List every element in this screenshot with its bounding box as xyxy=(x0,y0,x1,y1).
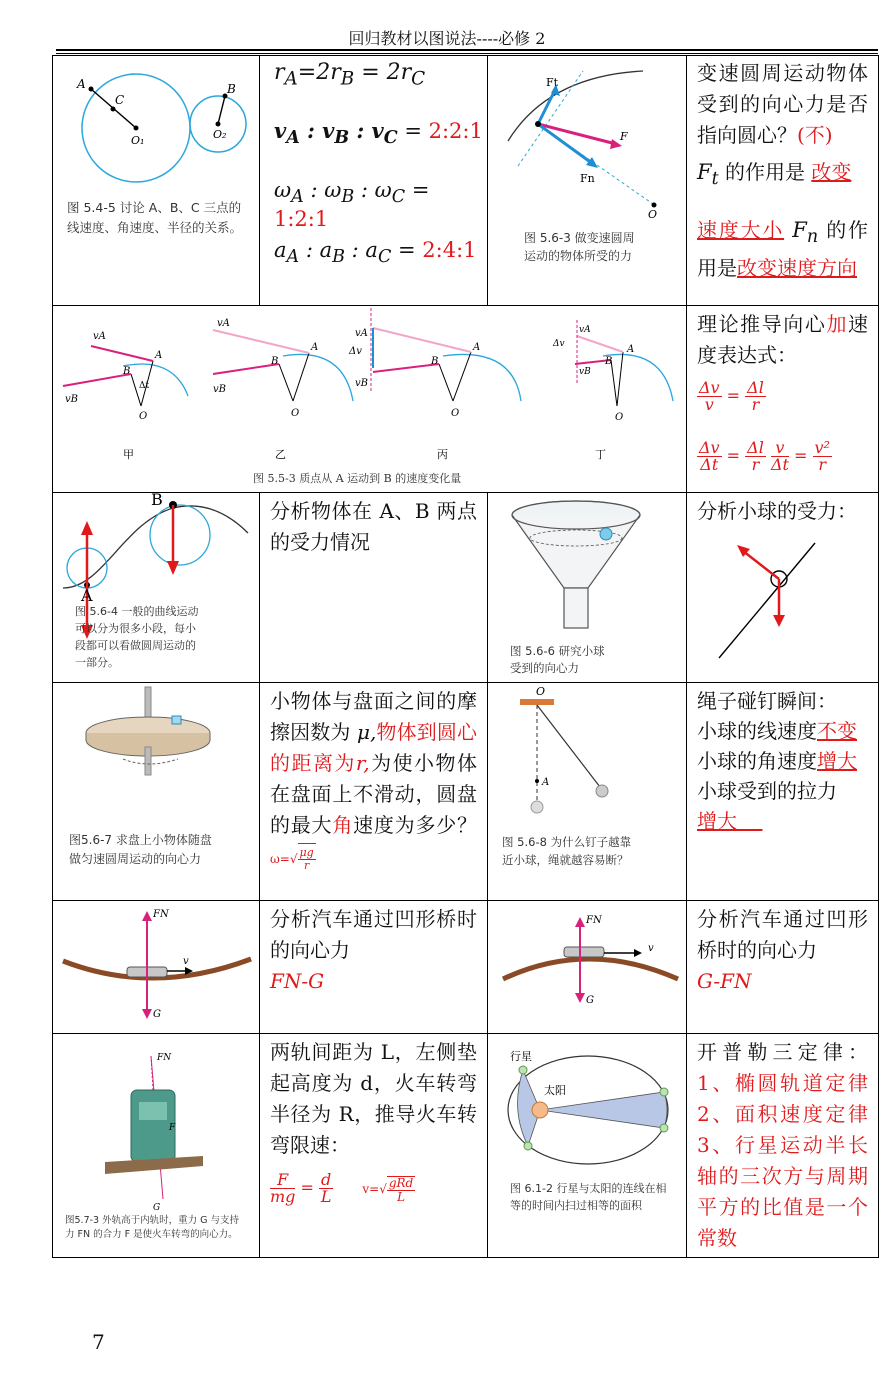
ball-force-cell xyxy=(687,493,879,683)
rope-title: 绳子碰钉瞬间： xyxy=(697,689,837,713)
question-cell: 变速圆周运动物体受到的向心力是否指向圆心？(不) $F_t$ 的作用是 改变 速度大小 $F_n$ 的作用是改变速度方向 xyxy=(687,56,879,306)
caption-line: 做匀速圆周运动的向心力 xyxy=(69,852,202,866)
ball-force-text: 分析小球的受力： xyxy=(697,499,857,523)
train-formula: $\frac{F}{mg}$ = $\frac{d}{L}$ v=√ $\frac{\text{gRd}}{L}$ xyxy=(270,1170,414,1206)
ft-answer-a: 改变 xyxy=(811,160,852,184)
label-va: vA xyxy=(579,325,591,335)
fig-pendulum-cell xyxy=(488,683,687,901)
circles-figure xyxy=(53,56,260,306)
figure-caption: 图 5.5-3 质点从 A 运动到 B 的速度变化量 xyxy=(253,472,462,485)
disk-text-c: 速度为多少？ xyxy=(353,813,478,837)
header-rule-thin xyxy=(56,53,878,54)
label-a: A xyxy=(311,342,319,353)
label-b: B xyxy=(227,82,236,96)
caption-line: 线速度、角速度、半径的关系。 xyxy=(67,220,243,235)
fig-circles-cell xyxy=(53,56,260,306)
table-row xyxy=(53,493,879,683)
concave-question: 分析汽车通过凹形桥时的向心力 xyxy=(270,907,477,962)
disk-answer: ω=√ $\frac{\mu g}{r}$ xyxy=(270,852,316,866)
label-ft: Ft xyxy=(546,76,559,89)
convex-bridge-figure xyxy=(488,901,687,1034)
panel-label: 甲 xyxy=(123,448,134,461)
label-g: G xyxy=(153,1203,161,1213)
label-vb: vB xyxy=(213,384,226,395)
caption-line: 图 6.1-2 行星与太阳的连线在相 xyxy=(510,1182,667,1195)
label-dv: Δv xyxy=(553,339,565,349)
table-row xyxy=(53,1034,879,1258)
label-o: O xyxy=(536,685,546,698)
page-number: 7 xyxy=(92,1330,105,1354)
label-va: vA xyxy=(93,331,106,342)
label-sun: 太阳 xyxy=(544,1084,566,1097)
label-vb: vB xyxy=(355,378,368,389)
disk-red1: 物体到圆心的距离为 xyxy=(270,720,478,775)
eq-velocity: $v_A$ : $v_B$ : $v_C$ = 2:2:1 xyxy=(274,118,483,149)
ft-answer-b: 速度大小 xyxy=(697,218,785,243)
label-planet: 行星 xyxy=(510,1050,532,1063)
eq-omega: $\omega_A$ : $\omega_B$ : $\omega_C$ = 1:2:1 xyxy=(274,178,430,232)
formula-1: $\frac{\Delta v}{v}$ = $\frac{\Delta l}{r}$ xyxy=(699,378,764,414)
table-row xyxy=(53,56,879,306)
label-o: O xyxy=(291,408,300,419)
f1-rnum: d xyxy=(321,1170,332,1189)
label-dv: Δv xyxy=(349,346,362,357)
ratio-equations-cell xyxy=(260,56,488,306)
caption-line: 图 5.6-3 做变速圆周 xyxy=(524,231,635,245)
label-a: A xyxy=(473,342,481,353)
label-b: B xyxy=(605,356,613,367)
label-vb: vB xyxy=(65,394,78,405)
variable-force-figure xyxy=(488,56,687,306)
acceleration-derivation-cell xyxy=(687,306,879,493)
table-row xyxy=(53,306,879,493)
label-fn: FN xyxy=(586,915,602,926)
caption-line: 一部分。 xyxy=(75,656,119,669)
label-b: B xyxy=(271,356,279,367)
label-a: A xyxy=(542,777,550,788)
caption-line: 图 5.4-5 讨论 A、B、C 三点的 xyxy=(67,200,242,215)
caption-line: 可以分为很多小段，每小 xyxy=(75,622,196,635)
fig-train-cell xyxy=(53,1034,260,1258)
caption-line: 图 5.6-8 为什么钉子越靠 xyxy=(502,835,632,849)
label-f: F xyxy=(169,1123,176,1133)
fig-variable-circular-cell xyxy=(488,56,687,306)
velocity-change-figure-cell xyxy=(53,306,687,493)
convex-answer: G-FN xyxy=(697,969,752,993)
label-fn: FN xyxy=(153,909,169,920)
label-fn: FN xyxy=(157,1053,172,1063)
label-o1: O₁ xyxy=(131,134,145,147)
train-question-cell xyxy=(260,1034,488,1258)
f1-den: mg xyxy=(270,1187,296,1206)
derivation-text: 理论推导向心 xyxy=(697,312,827,336)
f1-num: F xyxy=(270,1172,295,1189)
label-b: B xyxy=(123,366,131,377)
label-o: O xyxy=(615,412,624,423)
ab-force-question-cell xyxy=(260,493,488,683)
eq-velocity-answer: 2:2:1 xyxy=(428,119,483,143)
question-answer: (不) xyxy=(797,123,833,147)
caption-line: 图 5.6-4 一般的曲线运动 xyxy=(75,605,199,618)
label-a: A xyxy=(155,350,163,361)
label-c: C xyxy=(115,93,125,107)
question-text: 变速圆周运动物体受到的向心力是否指向圆心？ xyxy=(697,61,868,147)
kepler-title: 开普勒三定律： xyxy=(697,1040,868,1064)
caption-line: 受到的向心力 xyxy=(510,661,579,675)
velocity-change-figure xyxy=(53,306,687,493)
panel-ding xyxy=(552,320,673,461)
fig-kepler-cell xyxy=(488,1034,687,1258)
fig-funnel-cell xyxy=(488,493,687,683)
disk-text-a: 小物体与盘面之间的摩擦因数为 xyxy=(270,689,477,744)
formula-2: $\frac{\Delta v}{\Delta t}$ = $\frac{\Delta l}{r}$ $\frac{v}{\Delta t}$ = $\frac{\text{v²}}{r}$ xyxy=(699,438,830,474)
caption-line: 近小球，绳就越容易断？ xyxy=(502,853,629,867)
kepler-laws-cell xyxy=(687,1034,879,1258)
label-f: F xyxy=(620,130,628,143)
page-header: 回归教材以图说法----必修 2 xyxy=(348,29,546,48)
eq-omega-answer: 1:2:1 xyxy=(274,207,329,232)
label-o: O xyxy=(451,408,460,419)
label-b: B xyxy=(431,356,439,367)
label-o: O xyxy=(139,411,148,422)
panel-jia xyxy=(63,331,188,461)
ball-force-diagram xyxy=(687,493,879,683)
convex-bridge-text-cell xyxy=(687,901,879,1034)
panel-label: 乙 xyxy=(275,448,286,461)
panel-yi xyxy=(213,318,353,461)
table-row xyxy=(53,683,879,901)
eq-accel: $a_A$ : $a_B$ : $a_C$ = 2:4:1 xyxy=(274,238,477,268)
fn-text: 的作用是 xyxy=(697,218,869,281)
eq-radius: $r_A=2r_B = 2r_C$ xyxy=(274,60,426,90)
caption-line: 图5.6-7 求盘上小物体随盘 xyxy=(69,833,212,847)
disk-question-cell xyxy=(260,683,488,901)
disk-mu: μ, xyxy=(357,720,377,744)
train-text: 两轨间距为 L，左侧垫起高度为 d，火车转弯半径为 R，推导火车转弯限速： xyxy=(270,1040,477,1157)
label-g: G xyxy=(586,995,594,1006)
ft-text: 的作用是 xyxy=(724,160,805,184)
ab-force-text: 分析物体在 A、B 两点的受力情况 xyxy=(270,499,477,554)
concave-answer: FN-G xyxy=(270,969,325,993)
label-fn: Fn xyxy=(580,172,595,185)
fig-convex-bridge-cell xyxy=(488,901,687,1034)
derivation-text2: 速度表达式： xyxy=(697,312,869,367)
label-vb: vB xyxy=(579,367,591,377)
label-a: A xyxy=(77,77,86,91)
kepler-orbit-figure xyxy=(488,1034,687,1254)
fn-answer: 改变速度方向 xyxy=(737,256,857,281)
rope-nail-cell xyxy=(687,683,879,901)
label-b: B xyxy=(151,493,163,509)
rope-answer2: 增大 xyxy=(817,749,857,773)
label-o: O xyxy=(648,208,658,221)
disk-text-b: 为使小物体在盘面上不滑动，圆盘的最大 xyxy=(270,751,478,837)
rope-line3: 小球受到的拉力 xyxy=(697,779,837,803)
label-o2: O₂ xyxy=(213,128,227,141)
derivation-red: 加 xyxy=(826,312,849,336)
f1-eq: = xyxy=(300,1178,314,1197)
label-g: G xyxy=(153,1009,161,1020)
convex-question: 分析汽车通过凹形桥时的向心力 xyxy=(697,907,868,962)
kepler-laws: 1、椭圆轨道定律 2、面积速度定律 3、行星运动半长轴的三次方与周期平方的比值是一个常数 xyxy=(697,1071,868,1250)
rope-answer3: 增大 xyxy=(697,809,737,833)
caption-line: 图 5.6-6 研究小球 xyxy=(510,644,605,658)
caption-line: 运动的物体所受的力 xyxy=(524,249,633,263)
panel-label: 丙 xyxy=(437,448,448,461)
label-va: vA xyxy=(355,328,368,339)
label-dt: Δt xyxy=(139,381,150,391)
rope-line1: 小球的线速度 xyxy=(697,719,817,743)
disk-r: r, xyxy=(355,751,370,775)
fig-disk-cell xyxy=(53,683,260,901)
rope-answer1: 不变 xyxy=(817,719,857,743)
content-table xyxy=(52,55,879,1258)
concave-bridge-text-cell xyxy=(260,901,488,1034)
panel-label: 丁 xyxy=(595,448,606,461)
disk-red2: 角 xyxy=(332,813,354,837)
label-va: vA xyxy=(217,318,230,329)
caption-line: 段都可以看做圆周运动的 xyxy=(75,639,196,652)
table-row xyxy=(53,901,879,1034)
caption-line: 图5.7-3 外轨高于内轨时，重力 G 与支持 xyxy=(65,1215,240,1226)
label-a: A xyxy=(627,344,635,355)
fig-concave-bridge-cell xyxy=(53,901,260,1034)
eq-accel-answer: 2:4:1 xyxy=(422,238,477,262)
panel-bing xyxy=(348,308,521,461)
label-v: v xyxy=(648,943,654,954)
concave-bridge-figure xyxy=(53,901,260,1034)
fig-curve-cell xyxy=(53,493,260,683)
rope-line2: 小球的角速度 xyxy=(697,749,817,773)
label-a: A xyxy=(81,586,93,605)
caption-line: 力 FN 的合力 F 是使火车转弯的向心力。 xyxy=(65,1229,238,1240)
label-v: v xyxy=(183,956,189,967)
caption-line: 等的时间内扫过相等的面积 xyxy=(510,1199,642,1212)
f1-rden: L xyxy=(320,1187,332,1206)
header-rule xyxy=(56,49,878,51)
